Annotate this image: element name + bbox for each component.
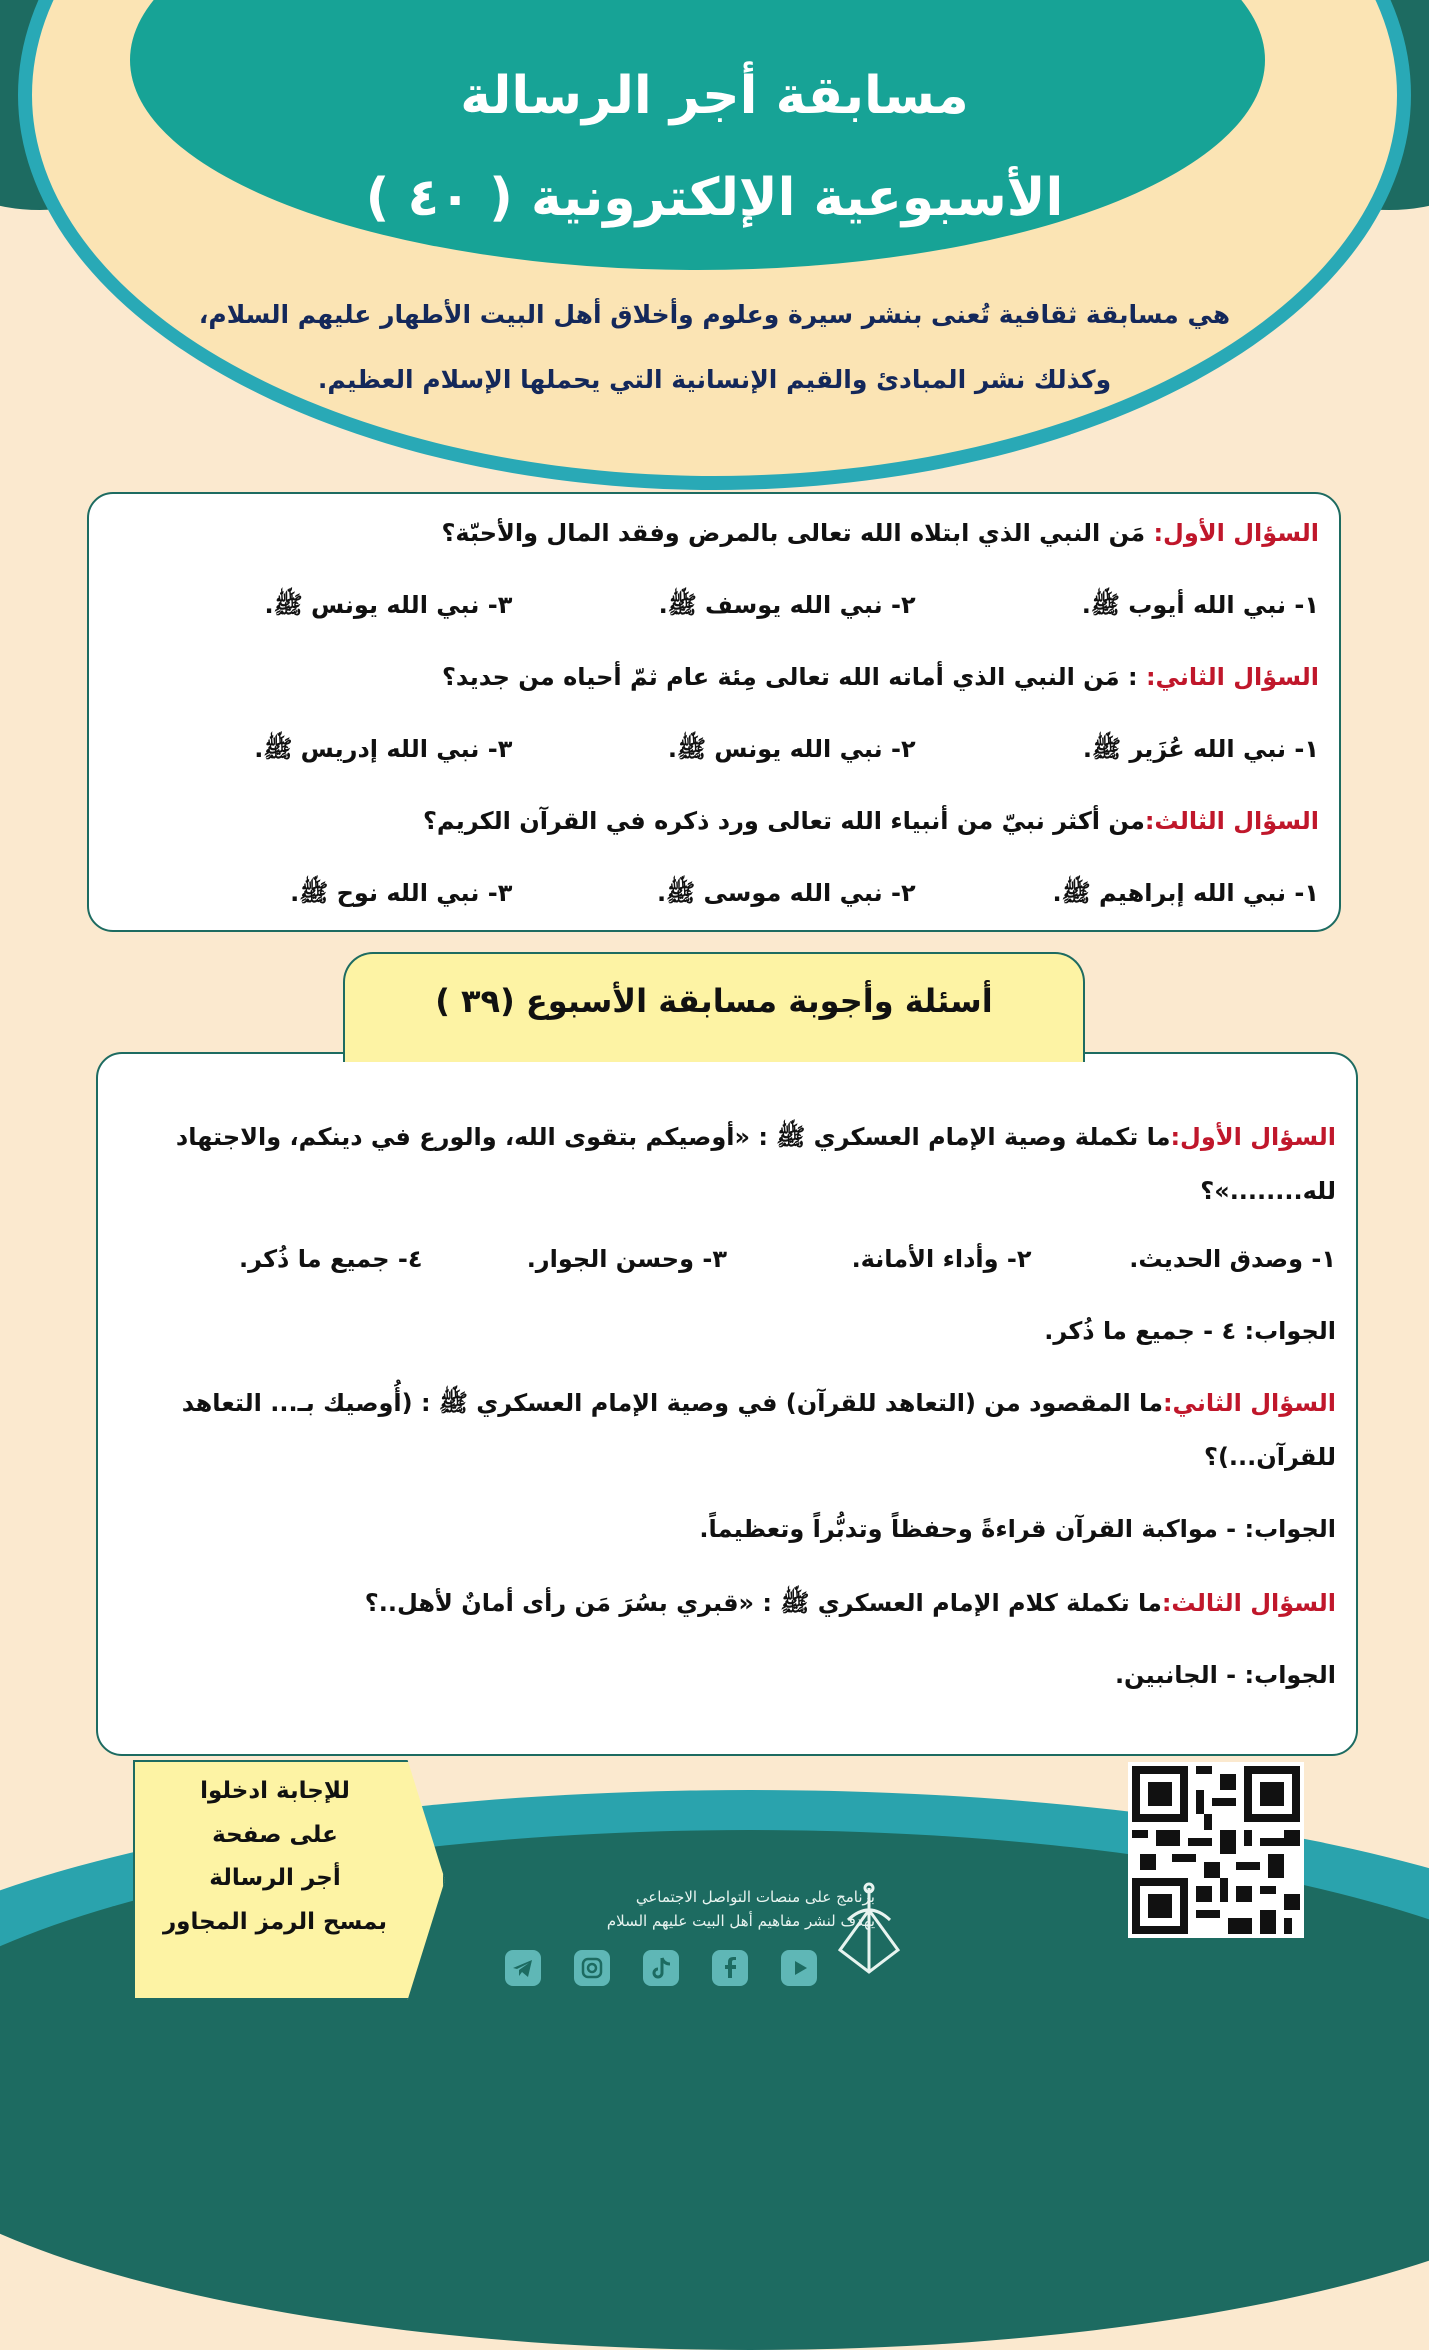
question-2-label: السؤال الثاني: xyxy=(1145,663,1319,691)
question-3-options xyxy=(109,874,1319,912)
prev-answer-2: الجواب: - مواكبة القرآن قراءةً وحفظاً وتدبُّراً وتعظيماً. xyxy=(699,1515,1336,1543)
prev-question-2-text: ما المقصود من (التعاهد للقرآن) في وصية الإمام العسكري ﷺ : (أُوصيك بـ... التعاهد xyxy=(181,1389,1163,1417)
instruction-line-4: بمسح الرمز المجاور xyxy=(162,1909,388,1936)
prev-answer-3: الجواب: - الجانبين. xyxy=(1114,1661,1336,1689)
qr-code-image xyxy=(1132,1766,1300,1934)
intro-line-2: وكذلك نشر المبادئ والقيم الإنسانية التي يحملها الإسلام العظيم. xyxy=(317,365,1112,394)
instruction-line-3: أجر الرسالة xyxy=(209,1865,341,1892)
question-1-option-1: ١- نبي الله أيوب ﷺ. xyxy=(1081,591,1319,619)
program-line-1: برنامج على منصات التواصل الاجتماعي xyxy=(635,1888,875,1906)
instruction-line-2: على صفحة xyxy=(212,1821,338,1848)
question-1-option-2: ٢- نبي الله يوسف ﷺ. xyxy=(658,591,916,619)
program-line-2: يهدف لنشر مفاهيم أهل البيت عليهم السلام xyxy=(606,1912,875,1930)
previous-title: أسئلة وأجوبة مسابقة الأسبوع (٣٩ ) xyxy=(435,982,993,1020)
youtube-icon[interactable] xyxy=(781,1950,817,1986)
prev-question-1-option-2: ٢- وأداء الأمانة. xyxy=(851,1245,1032,1273)
prev-question-2-cont: للقرآن...)؟ xyxy=(1204,1443,1336,1471)
question-3-label: السؤال الثالث: xyxy=(1144,807,1319,835)
prev-question-2 xyxy=(118,1384,1336,1422)
prev-question-3-text: ما تكملة كلام الإمام العسكري ﷺ : «قبري بسُرَ مَن رأى أمانٌ لأهل..؟ xyxy=(364,1589,1162,1617)
question-2-option-3: ٣- نبي الله إدريس ﷺ. xyxy=(254,735,513,763)
logo xyxy=(828,1880,910,1980)
question-3 xyxy=(109,802,1319,840)
question-1-text: مَن النبي الذي ابتلاه الله تعالى بالمرض وفقد المال والأحبّة؟ xyxy=(441,519,1154,547)
question-2-option-2: ٢- نبي الله يونس ﷺ. xyxy=(667,735,916,763)
question-1 xyxy=(109,514,1319,552)
question-2 xyxy=(109,658,1319,696)
question-3-option-1: ١- نبي الله إبراهيم ﷺ. xyxy=(1052,879,1319,907)
prev-question-1-cont: لله........»؟ xyxy=(1200,1177,1336,1205)
tiktok-icon[interactable] xyxy=(643,1950,679,1986)
question-3-option-2: ٢- نبي الله موسى ﷺ. xyxy=(657,879,916,907)
prev-question-3 xyxy=(118,1584,1336,1622)
qr-code[interactable] xyxy=(1128,1762,1304,1938)
page-title-line-1: مسابقة أجر الرسالة xyxy=(460,66,969,126)
question-1-option-3: ٣- نبي الله يونس ﷺ. xyxy=(264,591,513,619)
prev-answer-1: الجواب: ٤ - جميع ما ذُكر. xyxy=(1044,1317,1336,1345)
instagram-icon[interactable] xyxy=(574,1950,610,1986)
question-2-text: : مَن النبي الذي أماته الله تعالى مِئة عام ثمّ أحياه من جديد؟ xyxy=(441,663,1146,691)
logo-icon xyxy=(828,1880,910,1980)
prev-question-2-label: السؤال الثاني: xyxy=(1162,1389,1336,1417)
prev-question-1-option-3: ٣- وحسن الجوار. xyxy=(526,1245,727,1273)
question-3-option-3: ٣- نبي الله نوح ﷺ. xyxy=(290,879,513,907)
intro-line-1: هي مسابقة ثقافية تُعنى بنشر سيرة وعلوم وأخلاق أهل البيت الأطهار عليهم السلام، xyxy=(198,300,1231,329)
question-1-options xyxy=(109,586,1319,624)
question-1-label: السؤال الأول: xyxy=(1153,519,1319,547)
question-3-text: من أكثر نبيّ من أنبياء الله تعالى ورد ذكره في القرآن الكريم؟ xyxy=(422,807,1145,835)
prev-question-1-options xyxy=(118,1240,1336,1278)
prev-question-1 xyxy=(118,1118,1336,1156)
prev-question-1-option-1: ١- وصدق الحديث. xyxy=(1129,1245,1336,1273)
prev-question-1-label: السؤال الأول: xyxy=(1170,1123,1336,1151)
current-questions-box xyxy=(87,492,1341,932)
instruction-line-1: للإجابة ادخلوا xyxy=(200,1778,350,1804)
page-title-line-2: الأسبوعية الإلكترونية ( ٤٠ ) xyxy=(365,168,1064,228)
prev-question-1-option-4: ٤- جميع ما ذُكر. xyxy=(239,1245,423,1273)
question-2-option-1: ١- نبي الله عُزَير ﷺ. xyxy=(1082,735,1319,763)
prev-question-1-text: ما تكملة وصية الإمام العسكري ﷺ : «أوصيكم بتقوى الله، والورع في دينكم، والاجتهاد xyxy=(175,1123,1171,1151)
facebook-icon[interactable] xyxy=(712,1950,748,1986)
instruction-text xyxy=(140,1770,410,1945)
question-2-options xyxy=(109,730,1319,768)
telegram-icon[interactable] xyxy=(505,1950,541,1986)
previous-answers-box xyxy=(96,1052,1358,1756)
prev-question-3-label: السؤال الثالث: xyxy=(1161,1589,1336,1617)
